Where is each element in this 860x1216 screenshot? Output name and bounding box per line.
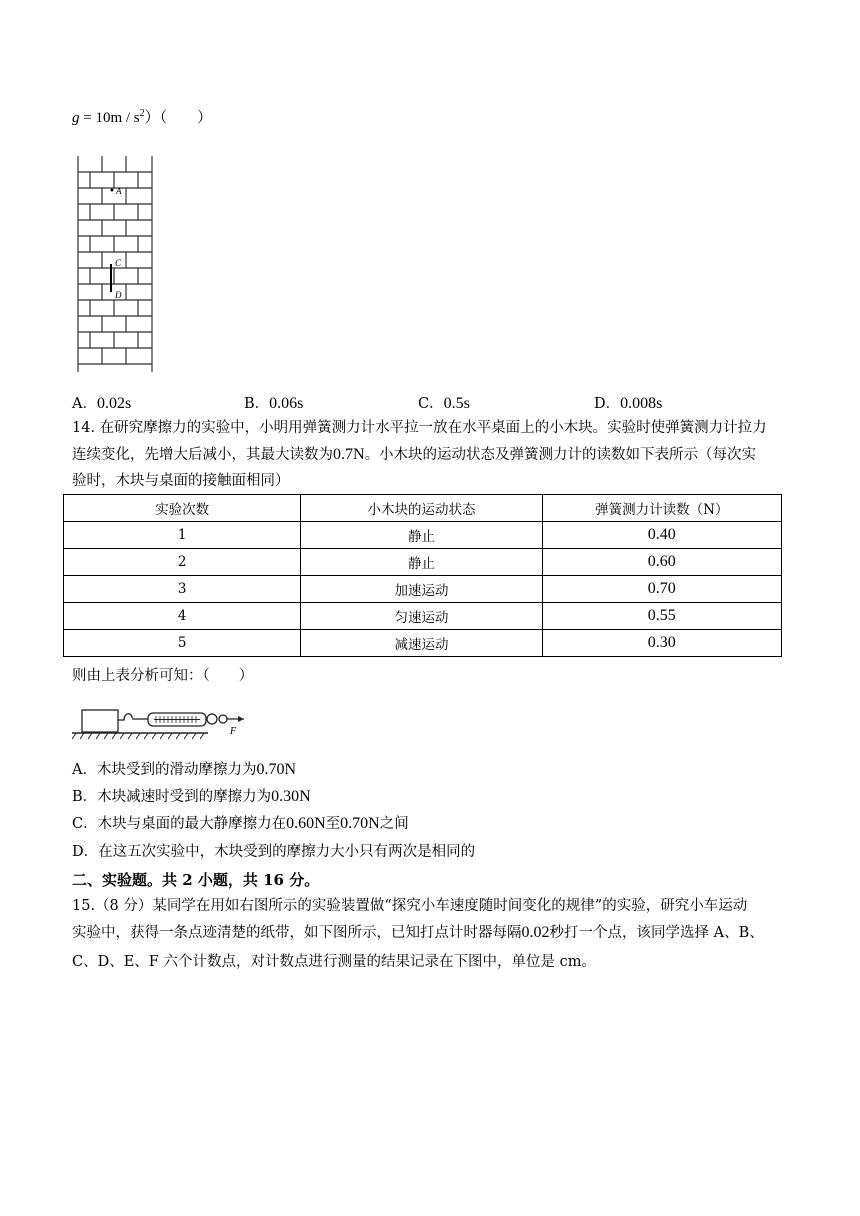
q13-option-b[interactable] [244,392,303,413]
cell-reading: 0.60 [542,549,781,576]
cell-motion: 加速运动 [301,576,542,603]
hook-icon [118,714,132,720]
table-row [64,603,782,630]
cell-trial: 2 [64,549,301,576]
analysis-prompt: 则由上表分析可知：（ ） [72,668,254,684]
q14-line-3: 验时，木块与桌面的接触面相同） [72,473,290,489]
surface-hatching [72,733,204,739]
q13-option-a[interactable] [72,392,131,413]
q13-option-d[interactable] [594,392,662,413]
table-row [64,630,782,657]
q15-line-1: 15.（8 分）某同学在用如右图所示的实验装置做“探究小车速度随时间变化的规律”的实验，研究小车运动 [72,898,748,914]
table-header-row [64,495,782,522]
q14-option-c[interactable] [72,814,409,834]
header-motion: 小木块的运动状态 [301,495,542,522]
table-row [64,576,782,603]
formula-sup: 2 [139,108,145,119]
option-text: A．木块受到的滑动摩擦力为 [72,762,257,778]
cell-reading: 0.30 [542,630,781,657]
cell-trial: 1 [64,522,301,549]
q15-line-2-tail: 秒打一个点，该同学选择 A、B、 [549,925,764,941]
q15-line-2 [72,923,764,943]
q14-option-a[interactable] [72,760,296,780]
header-trial: 实验次数 [64,495,301,522]
wall-label-d: D [115,290,122,300]
gravity-formula [72,106,212,127]
formula-eq: = 10m / s [79,110,140,126]
option-text: 之间 [379,816,409,832]
q14-line-2-text: 连续变化，先增大后减小，其最大读数为 [72,447,333,463]
cell-motion: 静止 [301,549,542,576]
header-reading: 弹簧测力计读数（N） [542,495,781,522]
option-value: 0.06s [269,395,304,412]
cell-trial: 3 [64,576,301,603]
q14-option-d[interactable]: D．在这五次实验中，木块受到的摩擦力大小只有两次是相同的 [72,844,476,860]
option-value: 0.70N [256,761,297,778]
table-row [64,522,782,549]
spring-scale-figure [72,700,252,748]
option-value: 0.60N [286,815,326,832]
cell-reading: 0.70 [542,576,781,603]
q14-max-reading: 0.7N [333,446,365,463]
formula-tail: ）（ ） [144,110,213,126]
q14-line-1: 14. 在研究摩擦力的实验中，小明用弹簧测力计水平拉一放在水平桌面上的小木块。实验时使弹簧测力计拉力 [72,420,767,436]
cell-reading: 0.55 [542,603,781,630]
option-value: 0.5s [443,395,470,412]
formula-g: g [72,110,80,126]
point-a-marker [111,189,114,192]
q15-line-2-text: 实验中，获得一条点迹清楚的纸带，如下图所示，已知打点计时器每隔 [72,925,522,941]
option-value: 0.02s [96,395,132,412]
experiment-table [63,494,782,657]
option-letter: C． [418,396,444,412]
wall-label-c: C [115,258,122,268]
option-letter: B． [244,396,270,412]
cell-motion: 减速运动 [301,630,542,657]
wooden-block [82,710,118,732]
brick-wall-figure [74,156,156,374]
option-letter: D． [594,396,621,412]
q13-option-c[interactable] [418,392,470,413]
option-text: C．木块与桌面的最大静摩擦力在 [72,816,287,832]
q14-option-b[interactable] [72,787,311,807]
q15-timer-interval: 0.02 [521,924,550,941]
option-letter: A． [72,396,97,412]
force-label: F [230,726,237,737]
q14-line-2 [72,445,756,465]
option-text: 至 [325,816,341,832]
cell-motion: 匀速运动 [301,603,542,630]
cell-trial: 4 [64,603,301,630]
ring-icon [207,714,217,724]
wall-label-a: A [116,186,122,196]
option-value: 0.30N [271,788,311,805]
section-heading: 二、实验题。共 2 小题，共 16 分。 [72,871,320,889]
table-row [64,549,782,576]
cell-trial: 5 [64,630,301,657]
cell-motion: 静止 [301,522,542,549]
option-value: 0.008s [620,395,663,412]
option-text: B．木块减速时受到的摩擦力为 [72,789,272,805]
q15-line-3: C、D、E、F 六个计数点，对计数点进行测量的结果记录在下图中，单位是 cm。 [72,954,596,970]
option-value: 0.70N [340,815,380,832]
cell-reading: 0.40 [542,522,781,549]
q14-line-2-tail: 。小木块的运动状态及弹簧测力计的读数如下表所示（每次实 [364,447,757,463]
